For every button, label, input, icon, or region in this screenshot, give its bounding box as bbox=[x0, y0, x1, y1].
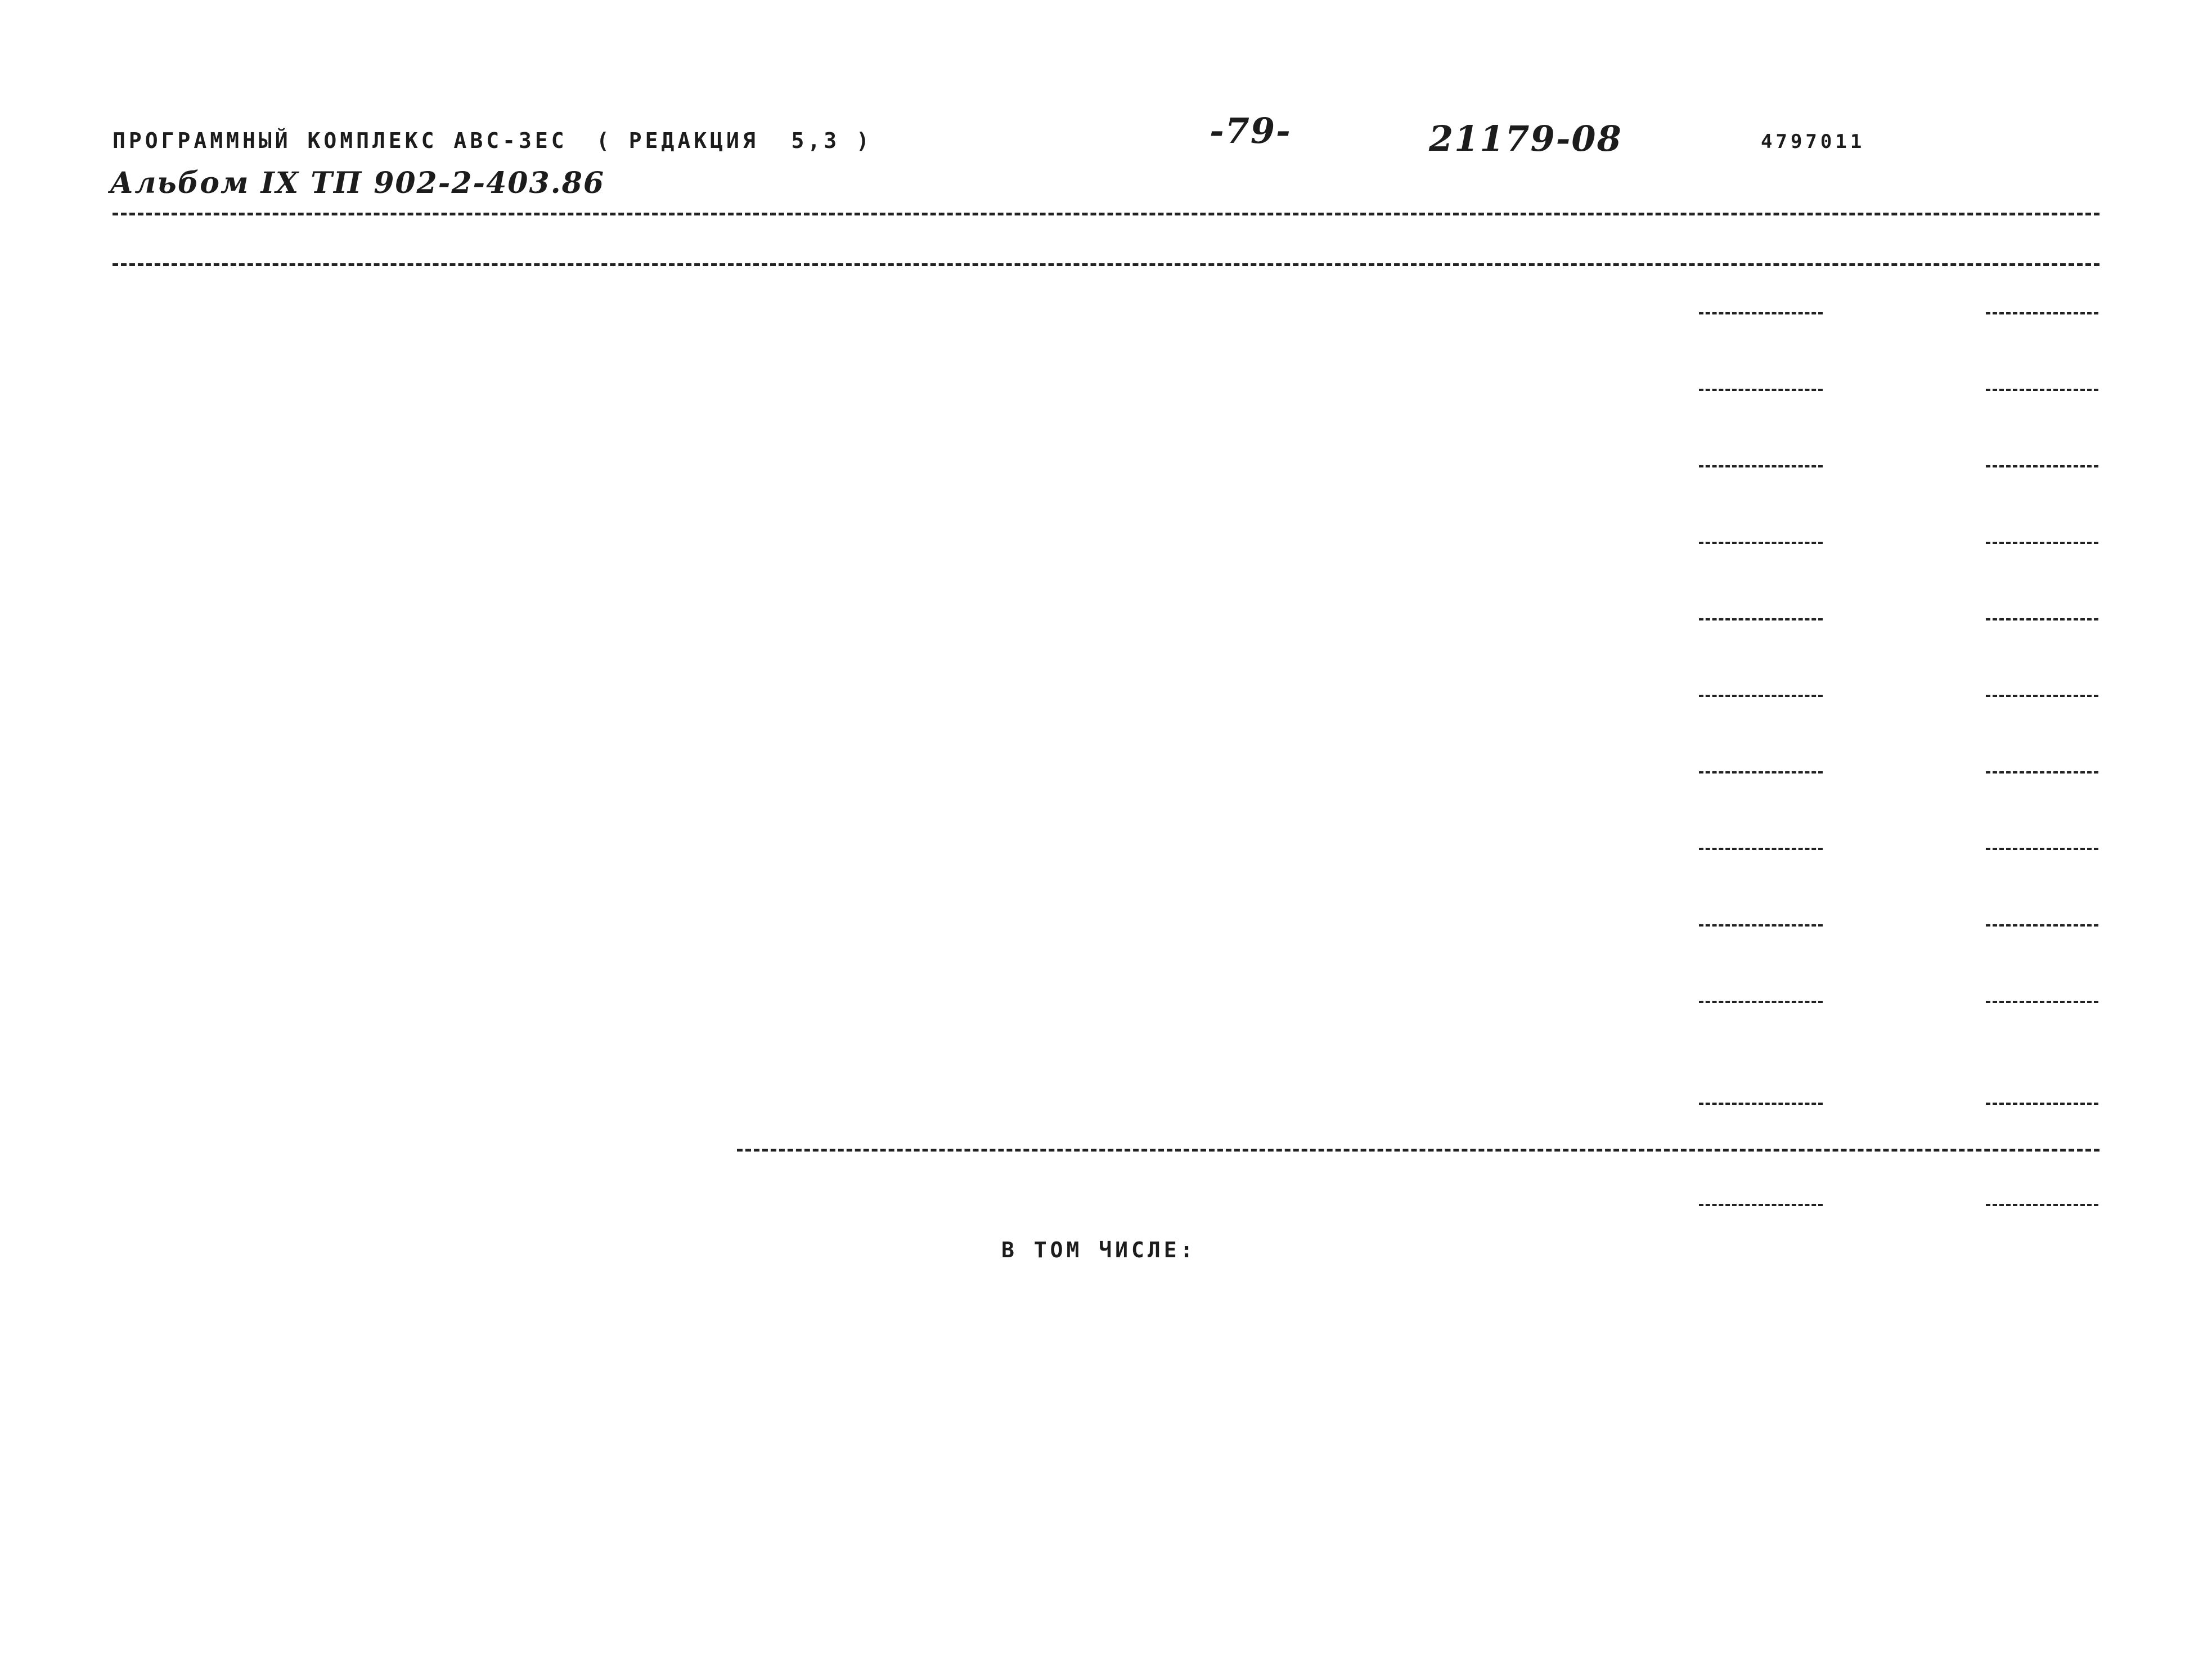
col10-divider bbox=[1986, 542, 2098, 544]
col8-divider bbox=[1699, 465, 1823, 467]
col10-divider bbox=[1986, 618, 2098, 620]
col10-divider bbox=[1986, 1001, 2098, 1003]
col10-divider bbox=[1986, 312, 2098, 314]
col10-divider bbox=[1986, 848, 2098, 850]
col8-divider bbox=[1699, 389, 1823, 391]
document-code: 21179-08 bbox=[1429, 118, 1622, 159]
reference-code: 4797011 bbox=[1761, 131, 1865, 153]
total-rule bbox=[737, 1149, 2099, 1152]
col8-divider bbox=[1699, 542, 1823, 544]
col8-divider bbox=[1699, 695, 1823, 697]
album-reference: Альбом IX ТП 902-2-403.86 bbox=[110, 166, 605, 200]
col8-divider bbox=[1699, 1001, 1823, 1003]
col8-divider bbox=[1699, 924, 1823, 927]
col10-divider bbox=[1986, 924, 2098, 927]
table-header-rule bbox=[113, 263, 2099, 266]
table-top-rule bbox=[113, 213, 2099, 215]
col10-divider bbox=[1986, 771, 2098, 773]
col10-divider bbox=[1986, 465, 2098, 467]
col10-divider bbox=[1986, 695, 2098, 697]
col8-divider bbox=[1699, 618, 1823, 620]
program-title: ПРОГРАММНЫЙ КОМПЛЕКС АВС-3ЕС bbox=[113, 128, 568, 153]
including-label: В ТОМ ЧИСЛЕ: bbox=[1001, 1238, 1197, 1262]
total-col8-divider bbox=[1699, 1204, 1823, 1206]
col10-divider bbox=[1986, 1103, 2098, 1105]
col8-divider bbox=[1699, 312, 1823, 314]
col8-divider bbox=[1699, 1103, 1823, 1105]
page-number: -79- bbox=[1210, 110, 1292, 151]
total-col10-divider bbox=[1986, 1204, 2098, 1206]
col8-divider bbox=[1699, 848, 1823, 850]
edition-label: ( РЕДАКЦИЯ 5,3 ) bbox=[596, 128, 873, 153]
col8-divider bbox=[1699, 771, 1823, 773]
col10-divider bbox=[1986, 389, 2098, 391]
